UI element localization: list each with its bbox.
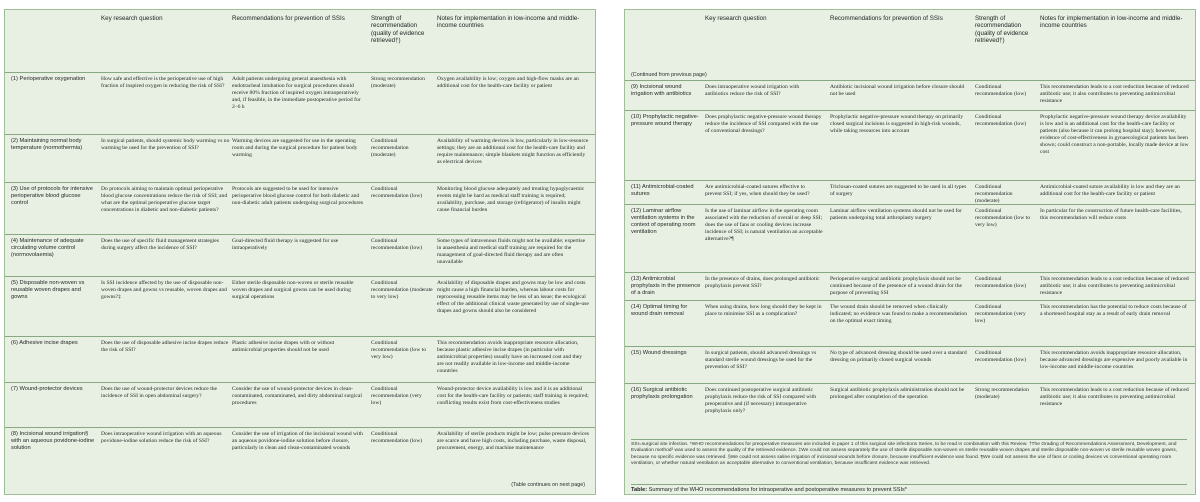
row-notes: Some types of intravenous fluids might not be available; expertise in anaesthesia and medical staff training are required for the management of goal-directed fluid therapy and are often unavailable (437, 238, 586, 265)
table-row (625, 346, 1195, 384)
row-strength: Strong recommendation (moderate) (371, 76, 425, 89)
table-row (625, 204, 1195, 273)
row-notes: Monitoring blood glucose adequately and treating hypoglycaemic events might be hard as medical staff training is required; availability, purchase, and storage (refrigerator) of insulin might cause financial burden (437, 186, 585, 213)
row-question: Is SSI incidence affected by the use of disposable non-woven drapes and gowns vs reusable, woven drapes and gowns?‡ (101, 280, 227, 300)
row-notes: Wound-protector device availability is low and it is an additional cost for the health-care facility or patients; staff training is required; conflicting results exist from cost-effectiveness studies (437, 386, 589, 406)
table-page-right (624, 9, 1196, 495)
table-row (5, 336, 595, 383)
row-topic: (11) Antimicrobial-coated sutures (631, 184, 694, 197)
row-notes: Oxygen availability is low; oxygen and high-flow masks are an additional cost for the health-care facility or patient (437, 76, 579, 89)
row-question: In the presence of drains, does prolonged antibiotic prophylaxis prevent SSI? (705, 276, 820, 289)
row-topic: (8) Incisional wound irrigation§ with an aqueous povidone-iodine solution (11, 431, 95, 451)
row-question: Do protocols aiming to maintain optimal perioperative blood glucose concentrations reduce the risk of SSI; and what are the optimal perioperative glucose target concentrations in diabetic and non-diabetic patients? (101, 186, 228, 213)
row-notes: This recommendation leads to a cost reduction because of reduced antibiotic use; it also contributes to preventing antimicrobial resistance (1040, 276, 1189, 296)
row-strength: Conditional recommendation (very low) (371, 386, 422, 406)
row-notes: Prophylactic negative-pressure wound therapy device availability is low and is an additional cost for the health-care facility or patients (also because it can prolong hospital stay); however, evidence of cost-effectiveness in gynaecological patients has been shown; could construct a non-portable, locally made device at low cost (1040, 114, 1189, 155)
row-topic: (15) Wound dressings (631, 350, 687, 356)
row-recommendation: Protocols are suggested to be used for intensive perioperative blood glucose control for both diabetic and non-diabetic adult patients undergoing surgical procedures (232, 186, 364, 206)
header-notes: Notes for implementation in low-income and middle-income countries (1040, 15, 1183, 30)
row-recommendation: No type of advanced dressing should be used over a standard dressing on primarily closed surgical wounds (830, 350, 967, 363)
row-strength: Conditional recommendation (low to very low) (371, 340, 426, 360)
row-strength: Conditional recommendation (moderate) (975, 184, 1013, 204)
row-recommendation: Surgical antibiotic prophylaxis administration should not be prolonged after completion of the operation (830, 387, 965, 400)
row-topic: (2) Maintaining normal body temperature (normothermia) (11, 138, 83, 151)
row-strength: Conditional recommendation (low) (371, 431, 423, 444)
row-topic: (9) Incisional wound irrigation with antibiotics (631, 84, 692, 97)
header-strength: Strength of recommendation (quality of evidence retrieved†) (975, 15, 1029, 45)
row-notes: Antimicrobial-coated suture availability is low and they are an additional cost for the health-care facility or patient (1040, 184, 1180, 197)
row-question: Does prophylactic negative-pressure wound therapy reduce the incidence of SSI compared with the use of conventional dressings? (705, 114, 822, 134)
table-row (5, 276, 595, 337)
row-topic: (16) Surgical antibiotic prophylaxis prolongation (631, 387, 693, 400)
row-question: In surgical patients, should systemic body warming vs no warming be used for the prevention of SSI? (101, 138, 230, 151)
row-notes: Availability of disposable drapes and gowns may be low and costs might cause a high financial burden, whereas labour costs for reprocessing reusable items may be less of an issue; the ecological effect of the additional clinical waste generated by use of single-use drapes and gowns should also be considered (437, 280, 589, 314)
row-topic: (4) Maintenance of adequate circulating volume control (normovolaemia) (11, 238, 84, 258)
row-notes: This recommendation avoids inappropriate resource allocation, because advanced dressings are expensive and poorly available in low-income and middle-income countries (1040, 350, 1188, 370)
row-topic: (7) Wound-protector devices (11, 386, 83, 392)
table-row (5, 234, 595, 277)
row-strength: Conditional recommendation (low) (371, 238, 423, 251)
row-notes: This recommendation has the potential to reduce costs because of a shortened hospital stay as a result of early drain removal (1040, 304, 1187, 317)
row-question: Is the use of laminar airflow in the operating room associated with the reduction of overall or deep SSI; does the use of fans or cooling devices increase incidence of SSI; is natural ventilation an acceptable alternative?¶ (705, 208, 823, 242)
table-row (5, 427, 595, 479)
row-strength: Strong recommendation (moderate) (975, 387, 1029, 400)
row-topic: (14) Optimal timing for wound drain removal (631, 304, 688, 317)
table-page-left (4, 9, 596, 495)
row-strength: Conditional recommendation (moderate to very low) (371, 280, 433, 300)
row-topic: (3) Use of protocols for intensive perioperative blood glucose control (11, 186, 93, 206)
table-row (5, 182, 595, 235)
row-recommendation: The wound drain should be removed when clinically indicated; no evidence was found to make a recommendation on the optimal exact timing (830, 304, 967, 324)
table-header (5, 10, 595, 72)
table-row (625, 272, 1195, 301)
caption-text: Summary of the WHO recommendations for intraoperative and postoperative measures to prevent SSIs* (648, 487, 907, 493)
row-question: Does the use of wound-protector devices reduce the incidence of SSI in open abdominal surgery? (101, 386, 218, 399)
row-strength: Conditional recommendation (low) (371, 186, 423, 199)
row-recommendation: Plastic adhesive incise drapes with or without antimicrobial properties should not be used (232, 340, 335, 353)
row-notes: Availability of warming devices is low, particularly in low-resource settings; they are an additional cost for the health-care facility and require maintenance; simple blankets might function as efficiently as electrical devices (437, 138, 589, 165)
table-continues-note: (Table continues on next page) (511, 482, 585, 488)
row-strength: Conditional recommendation (low) (975, 276, 1027, 289)
row-strength: Conditional recommendation (very low) (975, 304, 1026, 324)
header-key-question: Key research question (101, 15, 163, 22)
table-row (5, 134, 595, 183)
row-question: Does the use of specific fluid management strategies during surgery affect the incidence of SSI? (101, 238, 219, 251)
table-header (625, 10, 1195, 70)
row-strength: Conditional recommendation (low) (975, 84, 1027, 97)
row-recommendation: Perioperative surgical antibiotic prophylaxis should not be continued because of the presence of a wound drain for the purpose of preventing SSI (830, 276, 963, 296)
table-caption (631, 484, 1187, 494)
row-question: Does intraoperative wound irrigation with antibiotics reduce the risk of SSI? (705, 84, 800, 97)
header-recommendations: Recommendations for prevention of SSIs (232, 15, 345, 22)
header-strength: Strength of recommendation (quality of evidence retrieved†) (371, 15, 425, 45)
row-strength: Conditional recommendation (moderate) (371, 138, 409, 158)
row-topic: (12) Laminar airflow ventilation systems in the context of operating room ventilation (631, 208, 696, 235)
row-question: In surgical patients, should advanced dressings vs standard sterile wound dressings be used for the prevention of SSI? (705, 350, 817, 370)
row-strength: Conditional recommendation (low) (975, 114, 1027, 127)
table-row (625, 80, 1195, 111)
caption-label: Table: (631, 487, 648, 493)
row-notes: In particular for the construction of future health-care facilities, this recommendation will reduce costs (1040, 208, 1182, 221)
table-row (625, 110, 1195, 181)
row-recommendation: Consider the use of wound-protector devices in clean-contaminated, contaminated, and dirty abdominal surgical procedures (232, 386, 362, 406)
row-strength: Conditional recommendation (low to very low) (975, 208, 1030, 228)
row-notes: Availability of sterile products might be low; pulse pressure devices are scarce and have high costs, including purchase, waste disposal, procurement, energy, and machine maintenance (437, 431, 589, 451)
row-topic: (10) Prophylactic negative-pressure wound therapy (631, 114, 699, 127)
row-strength: Conditional recommendation (low) (975, 350, 1027, 363)
row-recommendation: Warming devices are suggested for use in the operating room and during the surgical procedure for patient body warming (232, 138, 358, 158)
table-row (625, 300, 1195, 347)
table-row (625, 180, 1195, 205)
row-question: When using drains, how long should they be kept in place to minimise SSI as a complication? (705, 304, 822, 317)
row-recommendation: Consider the use of irrigation of the incisional wound with an aqueous povidone-iodine solution before closure, particularly in clean and clean-contaminated wounds (232, 431, 363, 451)
row-recommendation: Laminar airflow ventilation systems should not be used for patients undergoing total arthroplasty surgery (830, 208, 963, 221)
row-topic: (1) Perioperative oxygenation (11, 76, 86, 82)
row-notes: This recommendation leads to a cost reduction because of reduced antibiotic use; it also contributes to preventing antimicrobial resistance (1040, 387, 1189, 407)
row-recommendation: Antibiotic incisional wound irrigation before closure should not be used (830, 84, 965, 97)
row-recommendation: Prophylactic negative-pressure wound therapy on primarily closed surgical incisions is suggested in high-risk wounds, while taking resources into account (830, 114, 964, 134)
header-recommendations: Recommendations for prevention of SSIs (830, 15, 943, 22)
row-notes: This recommendation leads to a cost reduction because of reduced antibiotic use; it also contributes to preventing antimicrobial resistance (1040, 84, 1189, 104)
header-notes: Notes for implementation in low-income and middle-income countries (437, 15, 580, 30)
row-question: Does intraoperative wound irrigation with an aqueous povidone-iodine solution reduce the risk of SSI? (101, 431, 222, 444)
continued-note: (Continued from previous page) (631, 72, 707, 78)
row-recommendation: Triclosan-coated sutures are suggested to be used in all types of surgery (830, 184, 967, 197)
table-footnote: SSI=surgical site infection. *WHO recommendations for preoperative measures are included in paper 1 of this surgical site infections Series, to be read in combination with this Review. †The Grading of Recommendations Assessment, Development, and Evaluation method² was used to assess the quality of the retrieved evidence. ‡We could not assess separately the use of sterile disposable non-woven vs sterile reusable woven drapes and sterile disposable non-woven vs sterile reusable woven gowns, because no specific evidence was retrieved. §We could not assess saline irrigation of incisional wounds before closure, because insufficient evidence was found. ¶We could not assess the use of fans or cooling devices vs conventional operating room ventilation, or whether natural ventilation an acceptable alternative to conventional ventilation, because insufficient evidence was retrieved. (631, 439, 1187, 467)
row-topic: (5) Disposable non-woven vs reusable woven drapes and gowns (11, 280, 85, 300)
header-key-question: Key research question (705, 15, 767, 22)
table-row (5, 382, 595, 428)
row-recommendation: Either sterile disposable non-woven or sterile reusable woven drapes and surgical gowns can be used during surgical operations (232, 280, 354, 300)
row-recommendation: Goal-directed fluid therapy is suggested for use intraoperatively (232, 238, 339, 251)
row-question: Does the use of disposable adhesive incise drapes reduce the risk of SSI? (101, 340, 229, 353)
row-question: Does continued postoperative surgical antibiotic prophylaxis reduce the risk of SSI compared with preoperative and (if necessary) intraoperative prophylaxis only? (705, 387, 817, 414)
row-question: Are antimicrobial-coated sutures effective to prevent SSI; if yes, when should they be used? (705, 184, 810, 197)
table-row (625, 383, 1195, 438)
row-topic: (6) Adhesive incise drapes (11, 340, 78, 346)
row-notes: This recommendation avoids inappropriate resource allocation, because plastic adhesive incise drapes (in particular with antimicrobial properties) usually have an increased cost and they are not readily available in low-income and middle-income countries (437, 340, 583, 374)
row-question: How safe and effective is the perioperative use of high fraction of inspired oxygen in reducing the risk of SSI? (101, 76, 225, 89)
row-recommendation: Adult patients undergoing general anaesthesia with endotracheal intubation for surgical procedures should receive 80% fraction of inspired oxygen intraoperatively and, if feasible, in the immediate postoperative period for 2–6 h (232, 76, 361, 110)
table-row (5, 72, 595, 135)
row-topic: (13) Antimicrobial prophylaxis in the presence of a drain (631, 276, 701, 296)
